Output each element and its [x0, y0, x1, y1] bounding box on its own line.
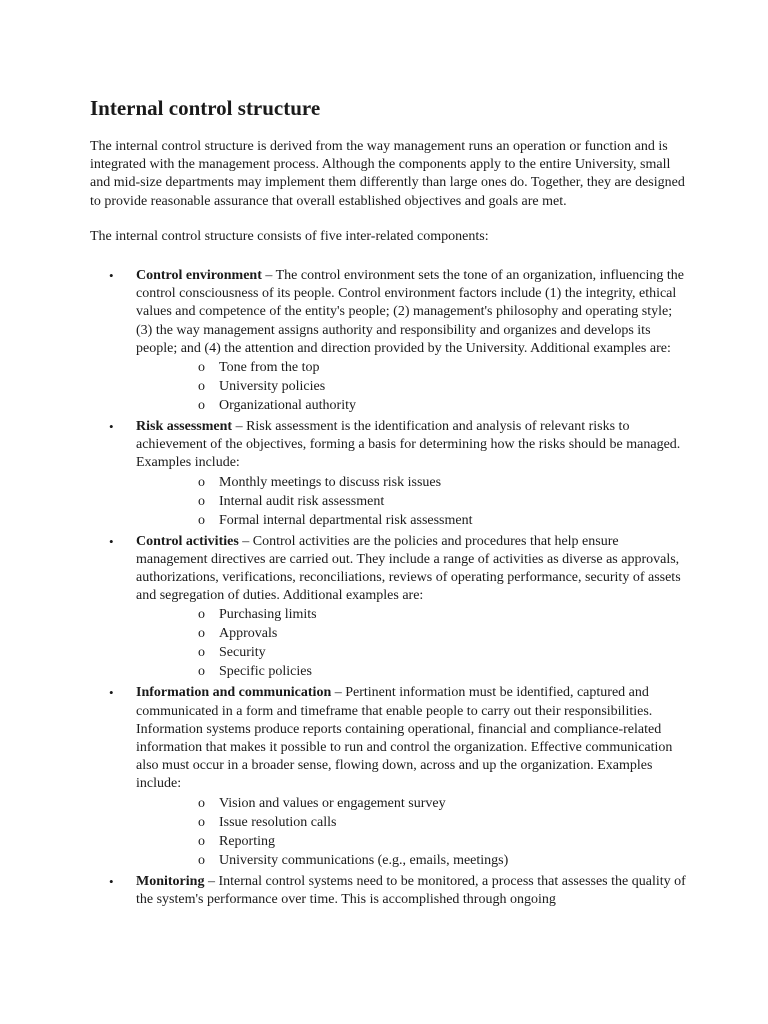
components-list — [90, 267, 690, 909]
examples-list — [136, 605, 690, 681]
example-item — [136, 813, 690, 832]
component-term: Risk assessment — [136, 419, 233, 435]
component-description: – Pertinent information must be identified, captured and communicated in a form and timeframe that enable people to carry out their responsibilities. Information systems produce reports containing operational, financial and compliance-related information that makes it possible to run and control the organization. Effective communication also must occur in a broader sense, flowing down, across and up the organization. Examples include: — [136, 685, 673, 792]
example-text: Vision and values or engagement survey — [219, 795, 446, 811]
examples-list — [136, 794, 690, 870]
example-text: Security — [219, 645, 266, 661]
circle-bullet-icon: o — [198, 607, 205, 623]
circle-bullet-icon: o — [198, 795, 205, 811]
example-text: Internal audit risk assessment — [219, 493, 385, 509]
circle-bullet-icon: o — [198, 493, 205, 509]
component-description: – The control environment sets the tone of an organization, influencing the control consciousness of its people. Control environment factors include (1) the integrity, ethical values and competence of the entity's people; (2) management's philosophy and operating style; (3) the way management assigns authority and responsibility and organizes and develops its people; and (4) the attention and direction provided by the University. Additional examples are: — [136, 268, 684, 356]
component-term: Control activities — [136, 533, 239, 549]
component-item-control-environment — [90, 267, 690, 415]
circle-bullet-icon: o — [198, 398, 205, 414]
example-item — [136, 624, 690, 643]
example-item — [136, 662, 690, 681]
component-term: Monitoring — [136, 873, 205, 889]
circle-bullet-icon: o — [198, 852, 205, 868]
example-text: University communications (e.g., emails, meetings) — [219, 852, 509, 868]
example-text: University policies — [219, 379, 326, 395]
example-item — [136, 396, 690, 415]
component-item-control-activities — [90, 533, 690, 682]
example-text: Monthly meetings to discuss risk issues — [219, 474, 442, 490]
example-item — [136, 605, 690, 624]
example-text: Reporting — [219, 833, 275, 849]
circle-bullet-icon: o — [198, 512, 205, 528]
component-item-information-communication — [90, 684, 690, 869]
example-item — [136, 492, 690, 511]
example-item — [136, 473, 690, 492]
example-text: Formal internal departmental risk assessment — [219, 512, 473, 528]
bullet-icon: • — [109, 873, 114, 889]
example-text: Issue resolution calls — [219, 814, 337, 830]
example-item — [136, 358, 690, 377]
bullet-icon: • — [109, 419, 114, 435]
example-item — [136, 832, 690, 851]
component-description: – Control activities are the policies and procedures that help ensure management directives are carried out. They include a range of activities as diverse as approvals, authorizations, verifications, reconciliations, reviews of operating performance, security of assets and segregation of duties. Additional examples are: — [136, 533, 681, 604]
example-text: Organizational authority — [219, 398, 356, 414]
circle-bullet-icon: o — [198, 474, 205, 490]
example-item — [136, 511, 690, 530]
circle-bullet-icon: o — [198, 645, 205, 661]
example-text: Tone from the top — [219, 360, 320, 376]
circle-bullet-icon: o — [198, 360, 205, 376]
page-title: Internal control structure — [90, 96, 321, 120]
example-item — [136, 794, 690, 813]
example-text: Specific policies — [219, 664, 312, 680]
component-term: Control environment — [136, 268, 262, 284]
bullet-icon: • — [109, 685, 114, 701]
example-text: Approvals — [219, 626, 278, 642]
circle-bullet-icon: o — [198, 626, 205, 642]
bullet-icon: • — [109, 268, 114, 284]
lead-paragraph: The internal control structure consists of five inter-related components: — [90, 228, 489, 244]
component-item-monitoring — [90, 873, 690, 909]
circle-bullet-icon: o — [198, 814, 205, 830]
examples-list — [136, 473, 690, 530]
intro-paragraph: The internal control structure is derived from the way management runs an operation or function and is integrated with the management process. Although the components apply to the entire University, small and mid-size departments may implement them differently than large ones do. Together, they are designed to provide reasonable assurance that overall established objectives and goals are met. — [90, 139, 685, 209]
examples-list — [136, 358, 690, 415]
document-page — [90, 94, 690, 912]
example-text: Purchasing limits — [219, 607, 317, 623]
example-item — [136, 643, 690, 662]
example-item — [136, 377, 690, 396]
component-description: – Internal control systems need to be monitored, a process that assesses the quality of the system's performance over time. This is accomplished through ongoing — [136, 873, 686, 907]
circle-bullet-icon: o — [198, 833, 205, 849]
component-item-risk-assessment — [90, 418, 690, 530]
component-term: Information and communication — [136, 685, 332, 701]
circle-bullet-icon: o — [198, 664, 205, 680]
example-item — [136, 851, 690, 870]
circle-bullet-icon: o — [198, 379, 205, 395]
bullet-icon: • — [109, 533, 114, 549]
component-description: – Risk assessment is the identification and analysis of relevant risks to achievement of the objectives, forming a basis for determining how the risks should be managed. Examples include: — [136, 419, 681, 471]
